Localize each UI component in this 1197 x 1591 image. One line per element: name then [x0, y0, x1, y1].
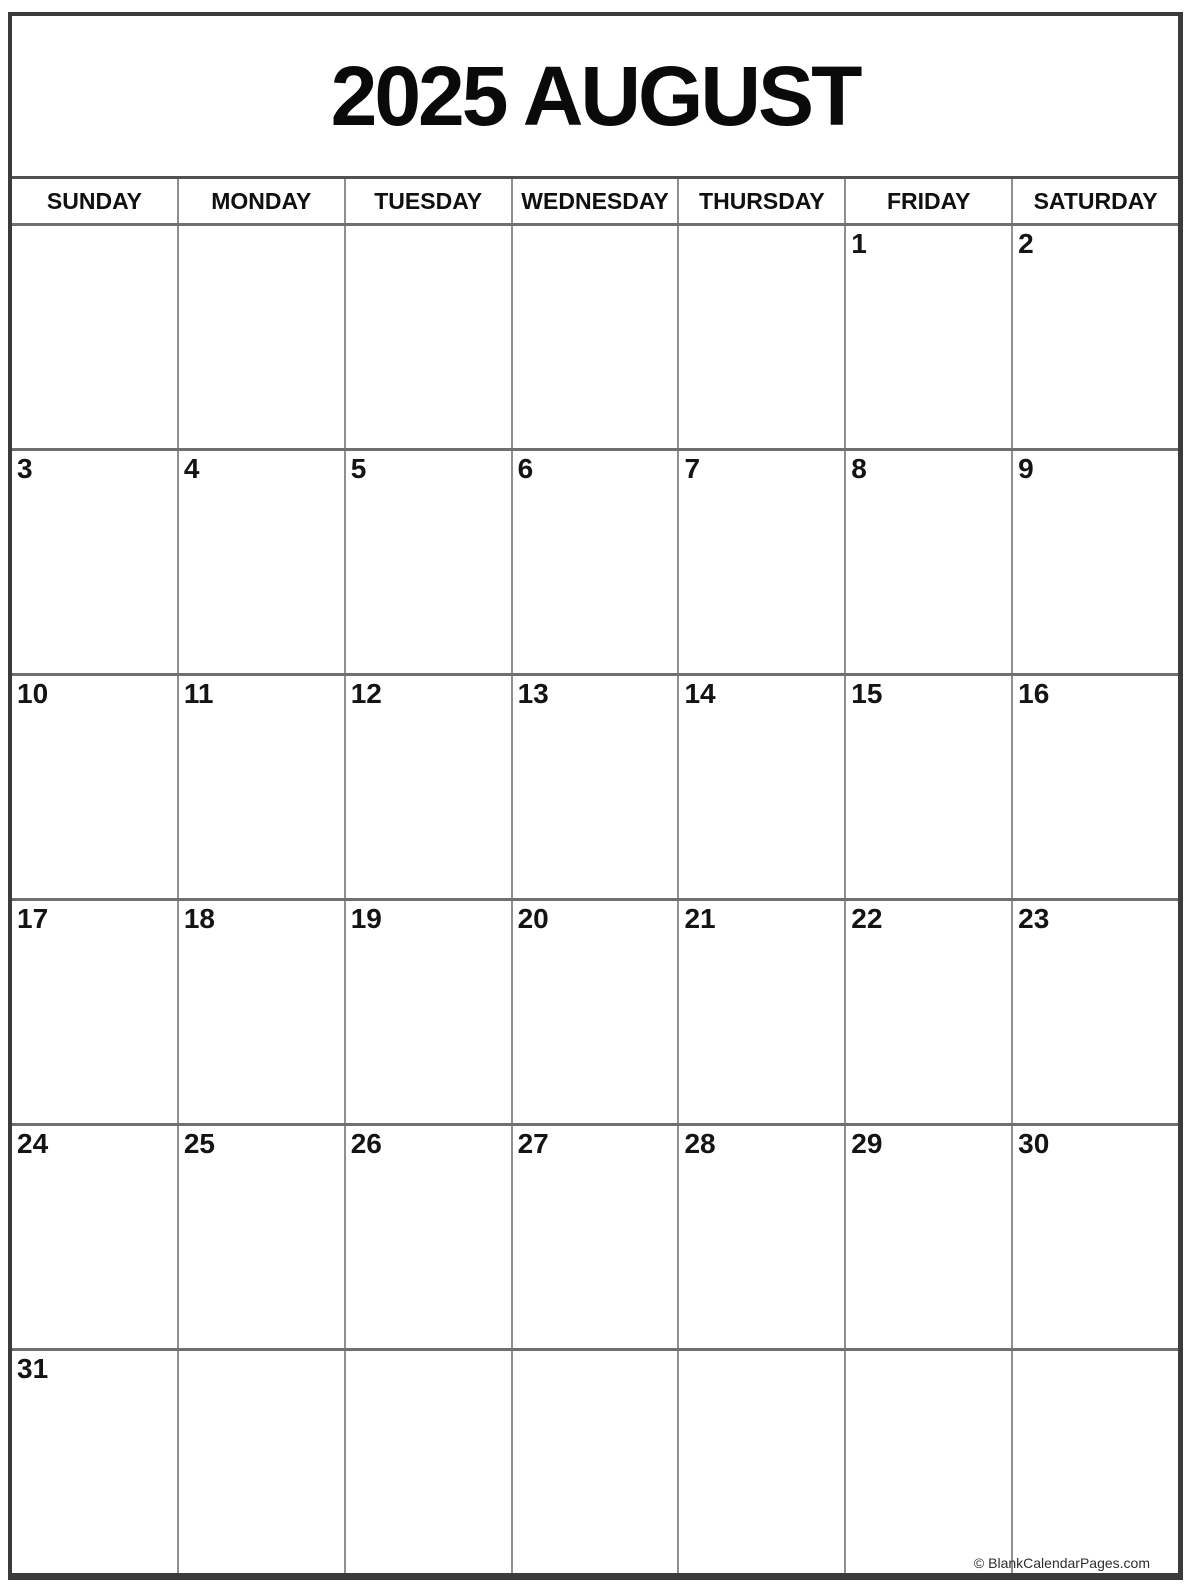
calendar-title: 2025 AUGUST: [330, 48, 860, 143]
day-number: 27: [517, 1128, 549, 1159]
day-cell-aug-15: [846, 676, 1013, 898]
week-row-3: [12, 673, 1178, 898]
week-row-2: [12, 448, 1178, 673]
day-number: 1: [851, 228, 867, 259]
day-number: 4: [183, 453, 200, 484]
day-number: [679, 226, 844, 228]
day-cell-aug-22: [846, 901, 1013, 1123]
day-cell: [1013, 1351, 1178, 1573]
week-row-6: [12, 1348, 1178, 1573]
day-cell-aug-28: [679, 1126, 846, 1348]
day-cell: [179, 226, 346, 448]
weekday-header-wednesday: WEDNESDAY: [513, 179, 680, 223]
day-number: 30: [1018, 1128, 1050, 1159]
day-cell-aug-21: [679, 901, 846, 1123]
day-number: [846, 1351, 1011, 1353]
copyright-notice: © BlankCalendarPages.com: [973, 1555, 1150, 1571]
week-row-1: [12, 223, 1178, 448]
calendar-grid: [12, 179, 1178, 1573]
day-number: 11: [183, 678, 214, 709]
day-cell: [679, 1351, 846, 1573]
day-cell-aug-9: [1013, 451, 1178, 673]
day-number: 6: [517, 453, 534, 484]
day-cell-aug-18: [179, 901, 346, 1123]
day-cell: [513, 226, 680, 448]
day-number: [346, 226, 511, 228]
day-number: 17: [17, 903, 49, 934]
day-number: [179, 1351, 344, 1353]
day-number: [346, 1351, 511, 1353]
day-number: 7: [684, 453, 701, 484]
day-number: 3: [17, 453, 33, 484]
day-cell-aug-19: [346, 901, 513, 1123]
weekday-header-thursday: THURSDAY: [679, 179, 846, 223]
day-cell: [12, 226, 179, 448]
day-cell-aug-30: [1013, 1126, 1178, 1348]
day-cell: [679, 226, 846, 448]
day-number: 12: [350, 678, 382, 709]
day-number: 10: [17, 678, 49, 709]
day-number: [12, 226, 177, 228]
day-cell-aug-14: [679, 676, 846, 898]
day-cell: [346, 1351, 513, 1573]
day-number: 8: [851, 453, 867, 484]
day-cell-aug-31: [12, 1351, 179, 1573]
day-number: 15: [851, 678, 883, 709]
day-cell-aug-2: [1013, 226, 1178, 448]
day-cell-aug-26: [346, 1126, 513, 1348]
day-cell-aug-23: [1013, 901, 1178, 1123]
day-cell-aug-12: [346, 676, 513, 898]
day-cell-aug-1: [846, 226, 1013, 448]
day-number: 14: [684, 678, 716, 709]
weekday-header-monday: MONDAY: [179, 179, 346, 223]
weekday-header-sunday: SUNDAY: [12, 179, 179, 223]
day-cell: [179, 1351, 346, 1573]
day-cell-aug-8: [846, 451, 1013, 673]
day-cell: [846, 1351, 1013, 1573]
day-number: 22: [851, 903, 883, 934]
day-cell-aug-4: [179, 451, 346, 673]
day-number: [679, 1351, 844, 1353]
week-row-4: [12, 898, 1178, 1123]
day-cell-aug-20: [513, 901, 680, 1123]
day-number: [1013, 1351, 1178, 1353]
day-number: 31: [17, 1353, 49, 1384]
day-cell: [513, 1351, 680, 1573]
day-number: 2: [1018, 228, 1034, 259]
day-cell-aug-16: [1013, 676, 1178, 898]
day-cell-aug-7: [679, 451, 846, 673]
day-number: 21: [684, 903, 716, 934]
week-row-5: [12, 1123, 1178, 1348]
title-area: [12, 16, 1178, 179]
day-number: 18: [183, 903, 216, 934]
day-number: 28: [684, 1128, 716, 1159]
calendar-frame: [8, 12, 1183, 1580]
day-number: 24: [17, 1128, 49, 1159]
day-number: 20: [517, 903, 549, 934]
day-cell-aug-27: [513, 1126, 680, 1348]
day-number: [513, 226, 678, 228]
day-cell-aug-6: [513, 451, 680, 673]
day-cell-aug-3: [12, 451, 179, 673]
day-cell-aug-29: [846, 1126, 1013, 1348]
weekday-header-friday: FRIDAY: [846, 179, 1013, 223]
day-number: 25: [183, 1128, 216, 1159]
day-number: 19: [350, 903, 382, 934]
day-number: 13: [517, 678, 549, 709]
day-number: 29: [851, 1128, 883, 1159]
day-cell-aug-11: [179, 676, 346, 898]
day-number: 5: [350, 453, 367, 484]
day-cell-aug-24: [12, 1126, 179, 1348]
day-number: [513, 1351, 678, 1353]
day-cell-aug-17: [12, 901, 179, 1123]
day-cell-aug-13: [513, 676, 680, 898]
weekday-header-row: [12, 179, 1178, 223]
day-number: [179, 226, 344, 228]
day-number: 16: [1018, 678, 1050, 709]
day-number: 23: [1018, 903, 1050, 934]
day-cell-aug-10: [12, 676, 179, 898]
day-cell-aug-5: [346, 451, 513, 673]
weekday-header-tuesday: TUESDAY: [346, 179, 513, 223]
day-cell: [346, 226, 513, 448]
day-number: 26: [350, 1128, 382, 1159]
weekday-header-saturday: SATURDAY: [1033, 187, 1158, 214]
day-number: 9: [1018, 453, 1034, 484]
day-cell-aug-25: [179, 1126, 346, 1348]
